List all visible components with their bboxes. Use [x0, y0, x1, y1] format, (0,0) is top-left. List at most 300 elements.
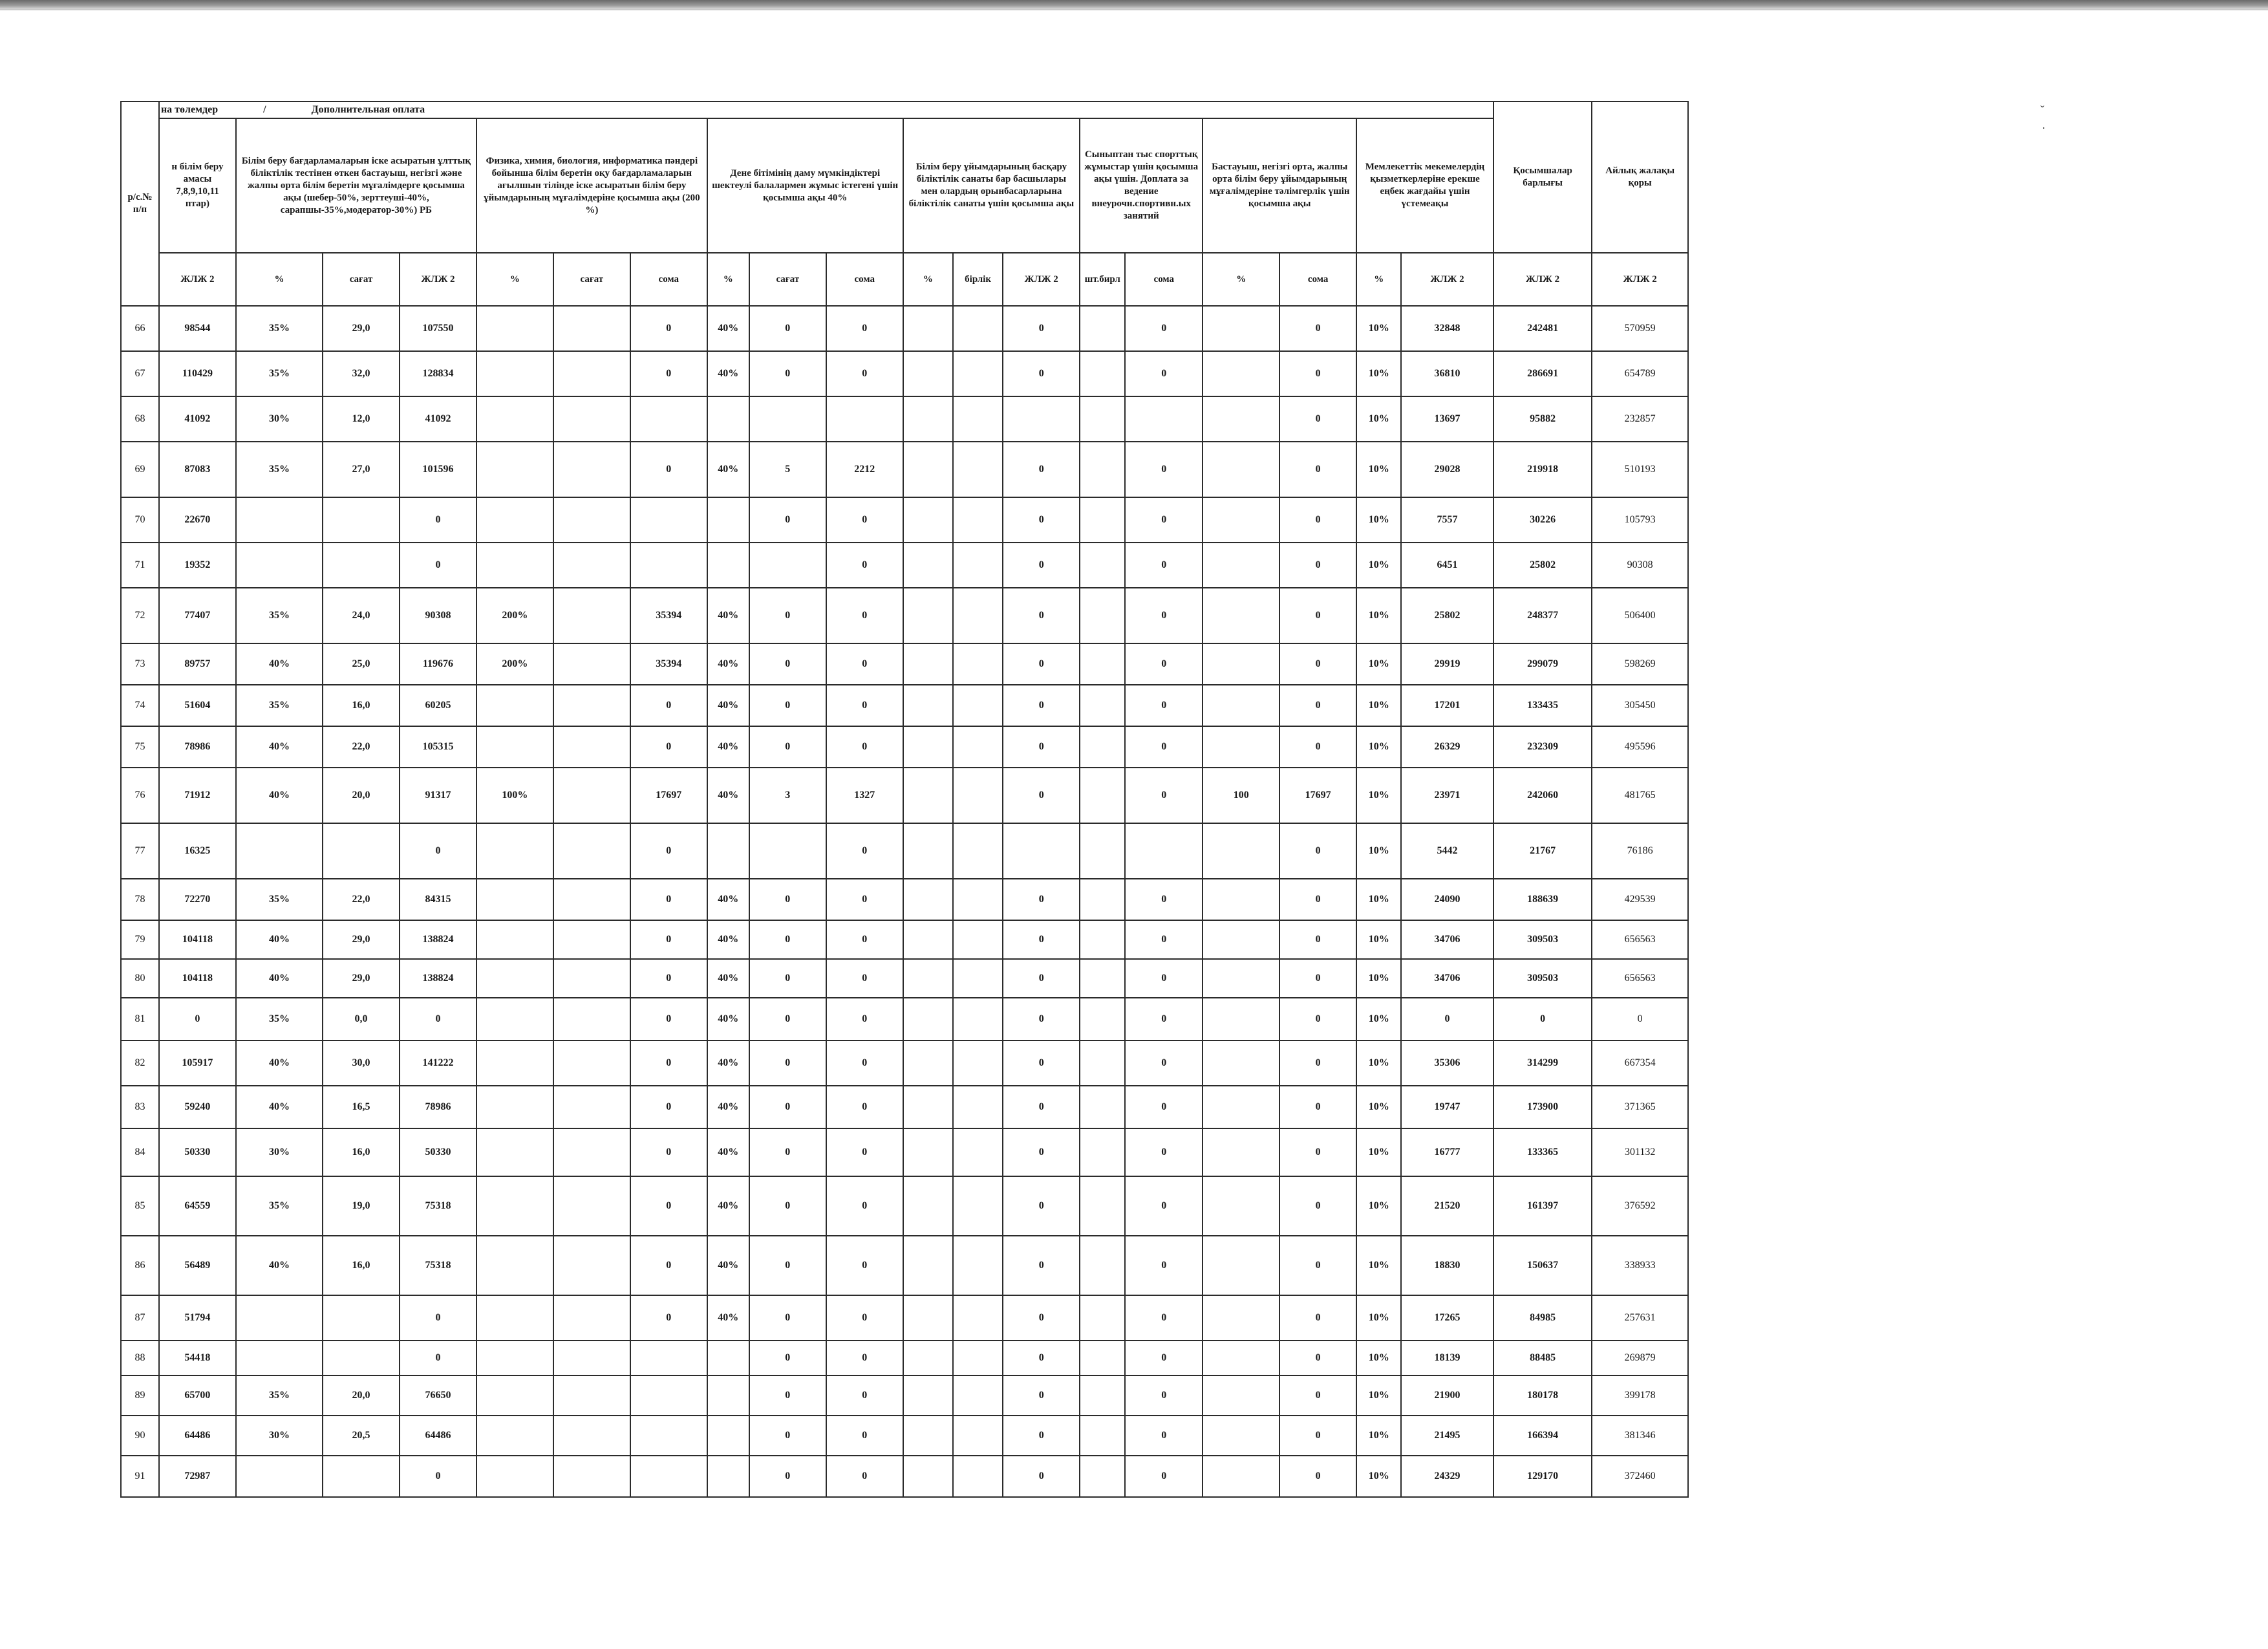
table-cell: 104118	[159, 920, 236, 959]
row-number: 74	[121, 685, 159, 726]
table-cell	[1203, 998, 1279, 1040]
table-cell: 188639	[1493, 879, 1592, 920]
table-cell: 76186	[1592, 823, 1688, 879]
table-cell: 0	[400, 497, 476, 543]
table-cell: 51604	[159, 685, 236, 726]
table-cell: 0	[826, 998, 903, 1040]
table-cell	[476, 959, 553, 998]
table-body	[121, 306, 1688, 1497]
unit-header: ЖЛЖ 2	[1003, 253, 1080, 306]
table-cell: 0	[1003, 351, 1080, 396]
table-cell: 0	[1003, 768, 1080, 823]
row-number: 83	[121, 1086, 159, 1128]
table-cell: 0	[749, 1341, 826, 1375]
table-cell	[323, 543, 400, 588]
table-cell: 0	[1125, 959, 1203, 998]
table-cell	[476, 823, 553, 879]
table-cell: 0	[1003, 726, 1080, 768]
table-cell	[553, 543, 630, 588]
table-cell: 0	[400, 998, 476, 1040]
table-cell: 10%	[1356, 306, 1401, 351]
table-cell	[323, 1456, 400, 1497]
table-cell	[553, 1236, 630, 1295]
table-cell	[553, 879, 630, 920]
table-cell	[476, 1086, 553, 1128]
table-cell	[1003, 823, 1080, 879]
table-cell	[953, 643, 1003, 685]
table-cell: 506400	[1592, 588, 1688, 643]
table-cell: 0	[1125, 1375, 1203, 1416]
table-cell: 0	[826, 1295, 903, 1341]
table-cell	[903, 588, 953, 643]
table-cell: 10%	[1356, 1295, 1401, 1341]
table-cell: 119676	[400, 643, 476, 685]
table-cell: 40%	[707, 1040, 749, 1086]
table-cell: 654789	[1592, 351, 1688, 396]
unit-header: ЖЛЖ 2	[1592, 253, 1688, 306]
table-cell: 50330	[159, 1128, 236, 1176]
table-cell: 100	[1203, 768, 1279, 823]
table-row	[121, 959, 1688, 998]
table-cell	[553, 396, 630, 442]
table-cell	[707, 1341, 749, 1375]
table-cell	[323, 1341, 400, 1375]
table-cell: 78986	[159, 726, 236, 768]
table-cell: 0	[826, 1416, 903, 1456]
table-cell	[1203, 1456, 1279, 1497]
table-cell: 71912	[159, 768, 236, 823]
table-cell	[903, 1176, 953, 1236]
table-cell: 0	[1279, 543, 1356, 588]
row-number: 88	[121, 1341, 159, 1375]
table-cell: 60205	[400, 685, 476, 726]
table-cell	[236, 823, 323, 879]
table-cell: 0	[749, 998, 826, 1040]
table-cell: 64486	[400, 1416, 476, 1456]
row-number: 81	[121, 998, 159, 1040]
table-cell	[903, 685, 953, 726]
table-cell: 19,0	[323, 1176, 400, 1236]
table-cell: 40%	[707, 1295, 749, 1341]
table-cell: 0	[1003, 588, 1080, 643]
table-cell: 0	[630, 351, 707, 396]
table-row	[121, 1040, 1688, 1086]
unit-header: %	[1356, 253, 1401, 306]
table-cell	[707, 823, 749, 879]
table-cell: 41092	[159, 396, 236, 442]
table-cell: 0	[1003, 1086, 1080, 1128]
table-cell	[323, 823, 400, 879]
table-cell: 0	[1003, 1375, 1080, 1416]
table-cell	[553, 1375, 630, 1416]
table-cell: 0	[400, 1295, 476, 1341]
table-cell	[1080, 1176, 1125, 1236]
table-row	[121, 1456, 1688, 1497]
table-cell	[476, 396, 553, 442]
table-cell: 0	[1279, 685, 1356, 726]
table-cell	[1203, 1341, 1279, 1375]
table-cell: 35394	[630, 588, 707, 643]
table-cell	[1080, 1456, 1125, 1497]
table-cell: 0	[826, 588, 903, 643]
row-number: 79	[121, 920, 159, 959]
table-cell: 30,0	[323, 1040, 400, 1086]
table-cell	[1080, 823, 1125, 879]
table-cell: 10%	[1356, 643, 1401, 685]
header-disability-bonus: Дене бітімінің даму мүмкіндіктері шектеулі балалармен жұмыс істегені үшін қосымша ақы 40%	[707, 118, 903, 253]
table-cell	[476, 1375, 553, 1416]
header-row-no: р/с.№ п/п	[121, 102, 159, 306]
table-cell: 10%	[1356, 1416, 1401, 1456]
table-cell	[1080, 768, 1125, 823]
table-cell: 10%	[1356, 685, 1401, 726]
table-cell	[553, 1416, 630, 1456]
table-cell: 0	[1003, 1128, 1080, 1176]
table-cell: 0	[1003, 685, 1080, 726]
table-cell: 10%	[1356, 998, 1401, 1040]
table-cell	[236, 1295, 323, 1341]
unit-header: %	[903, 253, 953, 306]
table-cell: 5	[749, 442, 826, 497]
table-cell: 10%	[1356, 1375, 1401, 1416]
table-cell: 0	[749, 1416, 826, 1456]
table-cell: 24090	[1401, 879, 1493, 920]
table-cell: 84985	[1493, 1295, 1592, 1341]
table-cell: 18139	[1401, 1341, 1493, 1375]
table-cell	[1203, 1086, 1279, 1128]
table-cell	[903, 396, 953, 442]
table-cell: 22,0	[323, 879, 400, 920]
table-cell	[553, 643, 630, 685]
table-cell: 0	[1279, 1456, 1356, 1497]
table-cell: 0	[1279, 1128, 1356, 1176]
row-number: 73	[121, 643, 159, 685]
row-number: 82	[121, 1040, 159, 1086]
table-cell: 35%	[236, 879, 323, 920]
table-cell: 0	[1125, 998, 1203, 1040]
table-cell: 40%	[707, 879, 749, 920]
table-cell: 2212	[826, 442, 903, 497]
table-cell: 12,0	[323, 396, 400, 442]
table-cell: 0	[1003, 1416, 1080, 1456]
table-cell: 481765	[1592, 768, 1688, 823]
table-cell: 0	[749, 1375, 826, 1416]
table-cell: 232309	[1493, 726, 1592, 768]
table-cell	[1080, 1236, 1125, 1295]
table-cell: 77407	[159, 588, 236, 643]
table-cell	[1203, 879, 1279, 920]
row-number: 69	[121, 442, 159, 497]
table-cell	[953, 1375, 1003, 1416]
table-row	[121, 998, 1688, 1040]
table-cell	[476, 497, 553, 543]
table-cell: 36810	[1401, 351, 1493, 396]
table-cell: 150637	[1493, 1236, 1592, 1295]
table-cell	[1203, 1375, 1279, 1416]
table-cell: 133365	[1493, 1128, 1592, 1176]
header-sports-bonus: Сыныптан тыс спорттық жұмыстар үшін қосымша ақы үшін. Доплата за ведение внеурочн.спортивн.ых занятий	[1080, 118, 1203, 253]
table-row	[121, 306, 1688, 351]
table-cell: 495596	[1592, 726, 1688, 768]
header-base-salary: н білім беру амасы 7,8,9,10,11 птар)	[159, 118, 236, 253]
table-cell: 0	[749, 1176, 826, 1236]
table-cell: 16,0	[323, 1128, 400, 1176]
table-cell: 0	[826, 823, 903, 879]
table-cell	[953, 442, 1003, 497]
table-cell	[953, 588, 1003, 643]
table-cell: 0	[749, 1456, 826, 1497]
table-cell	[953, 685, 1003, 726]
table-cell: 0	[749, 726, 826, 768]
table-cell	[707, 396, 749, 442]
unit-header: ЖЛЖ 2	[400, 253, 476, 306]
table-cell: 23971	[1401, 768, 1493, 823]
table-cell	[1080, 998, 1125, 1040]
table-cell	[553, 1128, 630, 1176]
table-cell: 17697	[1279, 768, 1356, 823]
table-cell: 40%	[707, 588, 749, 643]
table-cell: 30226	[1493, 497, 1592, 543]
row-number: 75	[121, 726, 159, 768]
table-cell: 19352	[159, 543, 236, 588]
table-cell: 0	[1279, 643, 1356, 685]
table-cell	[903, 879, 953, 920]
table-cell: 0	[630, 442, 707, 497]
table-cell: 50330	[400, 1128, 476, 1176]
table-cell: 0	[630, 823, 707, 879]
table-cell	[903, 497, 953, 543]
table-cell: 51794	[159, 1295, 236, 1341]
table-cell	[236, 1341, 323, 1375]
table-cell: 17265	[1401, 1295, 1493, 1341]
table-cell	[1203, 1236, 1279, 1295]
table-cell	[903, 920, 953, 959]
table-cell: 0	[1279, 1375, 1356, 1416]
table-cell: 95882	[1493, 396, 1592, 442]
table-cell	[903, 643, 953, 685]
table-cell	[1080, 1040, 1125, 1086]
table-cell	[630, 1341, 707, 1375]
row-number: 89	[121, 1375, 159, 1416]
table-cell: 0	[749, 1086, 826, 1128]
table-cell: 0	[1125, 543, 1203, 588]
table-cell	[903, 1341, 953, 1375]
table-cell	[953, 351, 1003, 396]
table-cell: 0	[1279, 1040, 1356, 1086]
unit-header: %	[1203, 253, 1279, 306]
table-cell: 305450	[1592, 685, 1688, 726]
table-cell: 59240	[159, 1086, 236, 1128]
table-cell: 24,0	[323, 588, 400, 643]
table-cell	[553, 442, 630, 497]
table-cell: 75318	[400, 1236, 476, 1295]
table-cell	[749, 396, 826, 442]
table-cell	[553, 1295, 630, 1341]
table-cell	[1203, 1176, 1279, 1236]
table-row	[121, 1375, 1688, 1416]
table-cell	[749, 823, 826, 879]
table-cell: 10%	[1356, 396, 1401, 442]
table-cell: 0	[400, 543, 476, 588]
table-cell	[476, 1236, 553, 1295]
table-cell: 248377	[1493, 588, 1592, 643]
unit-header: %	[236, 253, 323, 306]
unit-header: шт.бирл	[1080, 253, 1125, 306]
table-cell	[553, 823, 630, 879]
table-cell	[553, 1086, 630, 1128]
table-cell	[1080, 1086, 1125, 1128]
table-cell: 200%	[476, 588, 553, 643]
table-cell: 10%	[1356, 1128, 1401, 1176]
table-cell: 0	[630, 879, 707, 920]
table-cell: 0	[749, 879, 826, 920]
table-cell	[236, 1456, 323, 1497]
table-cell: 88485	[1493, 1341, 1592, 1375]
table-cell: 0	[1125, 920, 1203, 959]
table-cell	[953, 768, 1003, 823]
table-cell: 0	[1125, 643, 1203, 685]
table-cell	[553, 1040, 630, 1086]
table-cell	[323, 1295, 400, 1341]
table-cell	[476, 726, 553, 768]
table-cell: 30%	[236, 1416, 323, 1456]
table-cell	[953, 726, 1003, 768]
table-cell	[903, 726, 953, 768]
salary-supplement-table	[120, 101, 1689, 1498]
table-cell: 76650	[400, 1375, 476, 1416]
table-cell: 173900	[1493, 1086, 1592, 1128]
header-qualification-bonus: Білім беру бағдарламаларын іске асыратын ұлттық біліктілік тестінен өткен бастауыш, негізгі және жалпы орта білім беретін мұғалімдерге қосымша ақы (шебер-50%, зерттеуші-40%, сарапшы-35%,модератор-30%) РБ	[236, 118, 476, 253]
table-cell: 0	[1003, 959, 1080, 998]
unit-header: сома	[1125, 253, 1203, 306]
table-cell: 0	[1279, 1416, 1356, 1456]
table-cell	[553, 685, 630, 726]
table-cell: 257631	[1592, 1295, 1688, 1341]
unit-header: бірлік	[953, 253, 1003, 306]
table-cell: 0	[1279, 726, 1356, 768]
table-cell: 242060	[1493, 768, 1592, 823]
table-cell: 0	[826, 306, 903, 351]
table-cell: 0	[1003, 1456, 1080, 1497]
margin-mark-1: ˇ	[2040, 103, 2044, 116]
table-cell	[476, 1416, 553, 1456]
table-cell	[953, 1176, 1003, 1236]
table-cell: 0	[1003, 442, 1080, 497]
table-cell	[1203, 1295, 1279, 1341]
table-cell	[1080, 1295, 1125, 1341]
table-cell	[953, 959, 1003, 998]
table-cell: 10%	[1356, 959, 1401, 998]
table-cell: 40%	[236, 1040, 323, 1086]
unit-header: ЖЛЖ 2	[1493, 253, 1592, 306]
table-cell: 20,5	[323, 1416, 400, 1456]
row-number: 67	[121, 351, 159, 396]
table-cell: 0	[630, 1128, 707, 1176]
table-cell	[553, 588, 630, 643]
table-cell: 314299	[1493, 1040, 1592, 1086]
table-cell	[1080, 543, 1125, 588]
table-cell	[953, 1128, 1003, 1176]
table-cell	[903, 768, 953, 823]
table-cell	[903, 959, 953, 998]
table-cell	[1080, 959, 1125, 998]
table-cell: 0	[749, 306, 826, 351]
table-cell	[1203, 351, 1279, 396]
table-cell: 0	[826, 643, 903, 685]
table-cell	[953, 998, 1003, 1040]
table-cell: 242481	[1493, 306, 1592, 351]
table-cell: 0	[826, 1128, 903, 1176]
table-cell: 667354	[1592, 1040, 1688, 1086]
table-cell	[953, 1341, 1003, 1375]
table-cell	[1203, 726, 1279, 768]
table-cell: 10%	[1356, 588, 1401, 643]
table-cell: 0	[749, 588, 826, 643]
table-cell: 0	[1279, 998, 1356, 1040]
table-cell: 40%	[236, 959, 323, 998]
table-cell: 0	[1592, 998, 1688, 1040]
table-cell: 13697	[1401, 396, 1493, 442]
table-cell	[476, 442, 553, 497]
table-cell: 0	[826, 1456, 903, 1497]
header-state-allowance: Мемлекеттік мекемелердің қызметкерлеріне ерекше еңбек жағдайы үшін үстемеақы	[1356, 118, 1493, 253]
table-cell	[1080, 588, 1125, 643]
table-cell: 656563	[1592, 920, 1688, 959]
table-cell	[707, 1375, 749, 1416]
table-cell: 138824	[400, 959, 476, 998]
table-cell: 0	[1279, 1176, 1356, 1236]
table-cell: 200%	[476, 643, 553, 685]
table-cell	[903, 1416, 953, 1456]
table-row	[121, 1416, 1688, 1456]
table-cell: 98544	[159, 306, 236, 351]
table-cell	[953, 920, 1003, 959]
table-cell: 40%	[707, 1176, 749, 1236]
table-cell: 0	[1279, 959, 1356, 998]
table-cell: 371365	[1592, 1086, 1688, 1128]
table-cell: 0	[1125, 1416, 1203, 1456]
table-cell: 10%	[1356, 442, 1401, 497]
table-cell	[1080, 1341, 1125, 1375]
table-cell: 0	[1279, 1295, 1356, 1341]
table-cell	[553, 726, 630, 768]
table-cell: 0,0	[323, 998, 400, 1040]
table-cell: 656563	[1592, 959, 1688, 998]
row-number: 68	[121, 396, 159, 442]
row-number: 72	[121, 588, 159, 643]
table-cell: 0	[1003, 879, 1080, 920]
table-cell: 286691	[1493, 351, 1592, 396]
table-cell: 17201	[1401, 685, 1493, 726]
table-cell	[553, 1176, 630, 1236]
table-cell	[476, 879, 553, 920]
table-cell: 87083	[159, 442, 236, 497]
table-cell	[1080, 1128, 1125, 1176]
table-cell: 0	[826, 1040, 903, 1086]
table-cell: 0	[630, 1040, 707, 1086]
unit-header: сома	[630, 253, 707, 306]
table-cell: 40%	[236, 643, 323, 685]
table-row	[121, 1295, 1688, 1341]
table-row	[121, 685, 1688, 726]
table-cell: 65700	[159, 1375, 236, 1416]
table-cell: 0	[630, 959, 707, 998]
table-cell: 22,0	[323, 726, 400, 768]
table-cell	[903, 306, 953, 351]
table-cell: 0	[1003, 643, 1080, 685]
table-cell: 104118	[159, 959, 236, 998]
table-cell	[553, 497, 630, 543]
